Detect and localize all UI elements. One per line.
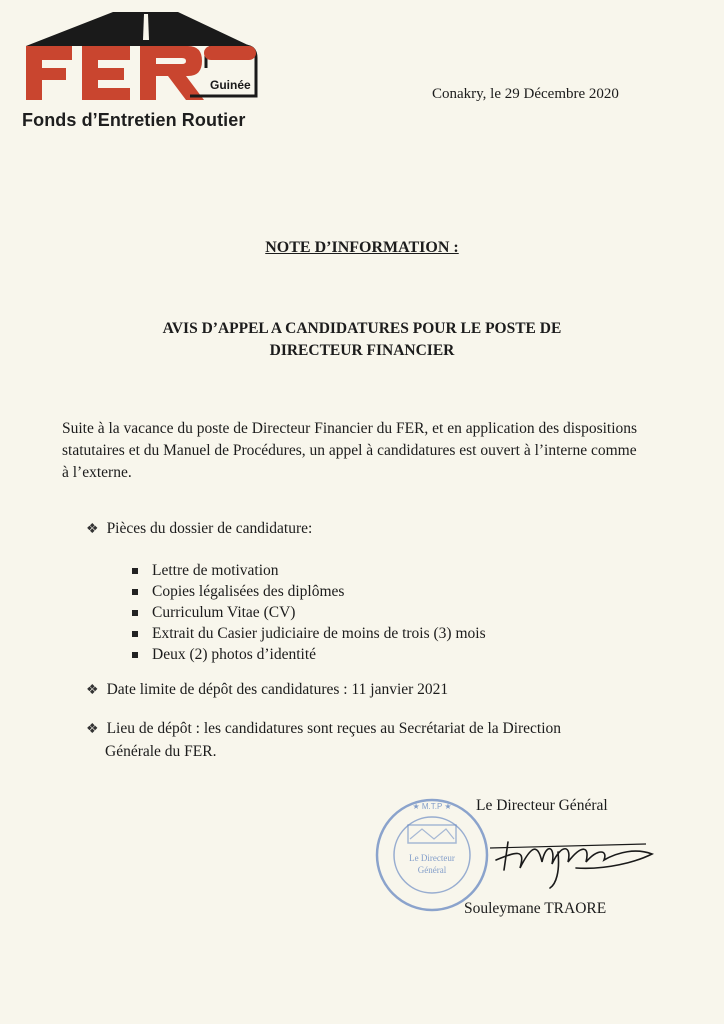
svg-text:Général: Général: [417, 865, 447, 875]
pieces-heading: Pièces du dossier de candidature:: [106, 520, 313, 537]
list-item: Copies légalisées des diplômes: [130, 581, 486, 602]
signatory-title: Le Directeur Général: [476, 797, 608, 814]
subject-line-1: AVIS D’APPEL A CANDIDATURES POUR LE POSTE DE: [162, 320, 562, 337]
section-deadline: [86, 679, 646, 702]
list-item: Curriculum Vitae (CV): [130, 602, 486, 623]
handwritten-signature: [486, 822, 656, 892]
list-item: Deux (2) photos d’identité: [130, 644, 486, 665]
diamond-bullet-icon: ❖: [86, 683, 99, 698]
official-stamp: [372, 795, 492, 915]
place-and-date: Conakry, le 29 Décembre 2020: [432, 86, 619, 102]
location-text-line-1: Lieu de dépôt : les candidatures sont reçues au Secrétariat de la Direction: [106, 720, 562, 737]
diamond-bullet-icon: ❖: [86, 522, 99, 537]
logo-country-text: Guinée: [210, 78, 251, 92]
section-location: [86, 718, 646, 763]
section-pieces: [86, 518, 646, 541]
location-text-line-2: Générale du FER.: [105, 743, 217, 760]
subject-heading: [0, 318, 724, 362]
svg-text:★ M.T.P ★: ★ M.T.P ★: [412, 802, 452, 811]
note-title: NOTE D’INFORMATION :: [265, 239, 459, 256]
subject-line-2: DIRECTEUR FINANCIER: [269, 342, 455, 359]
pieces-list: [130, 560, 486, 665]
svg-text:Le Directeur: Le Directeur: [409, 853, 455, 863]
diamond-bullet-icon: ❖: [86, 722, 99, 737]
list-item: Lettre de motivation: [130, 560, 486, 581]
intro-paragraph: Suite à la vacance du poste de Directeur Financier du FER, et en application des dispositions statutaires et du Manuel de Procédures, un appel à candidatures est ouvert à l’interne comme à l’externe.: [62, 420, 638, 481]
deadline-text: Date limite de dépôt des candidatures : 11 janvier 2021: [106, 681, 449, 698]
list-item: Extrait du Casier judiciaire de moins de trois (3) mois: [130, 623, 486, 644]
signatory-name: Souleymane TRAORE: [464, 900, 607, 917]
fer-logo: [18, 6, 268, 106]
organization-name: Fonds d’Entretien Routier: [22, 110, 246, 130]
